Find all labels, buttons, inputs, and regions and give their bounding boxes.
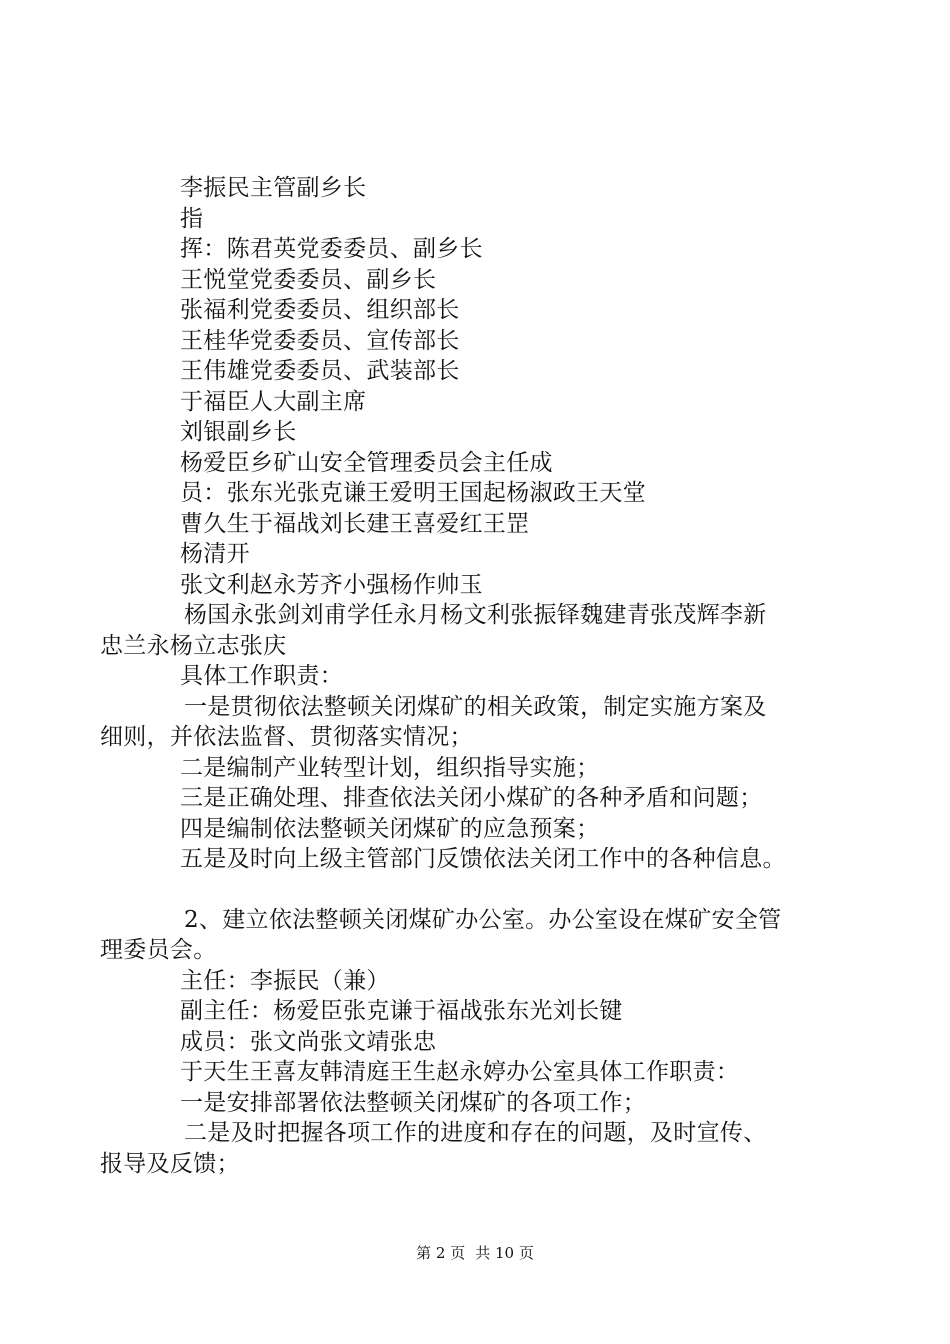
text-line: 细则，并依法监督、贯彻落实情况； (100, 724, 473, 750)
text-line: 三是正确处理、排查依法关闭小煤矿的各种矛盾和问题； (180, 785, 763, 811)
text-line: 五是及时向上级主管部门反馈依法关闭工作中的各种信息。 (180, 846, 786, 872)
text-line: 杨清开 (180, 541, 250, 567)
text-line: 一是安排部署依法整顿关闭煤矿的各项工作； (180, 1089, 646, 1116)
text-line: 刘银副乡长 (180, 419, 297, 445)
document-body (100, 173, 840, 1179)
text-line: 杨国永张剑刘甫学任永月杨文利张振铎魏建青张茂辉李新 (184, 602, 767, 628)
text-line: 四是编制依法整顿关闭煤矿的应急预案； (180, 815, 600, 842)
page-total: 共 10 页 (475, 1244, 534, 1262)
text-line: 于福臣人大副主席 (180, 388, 367, 415)
text-line: 王悦堂党委委员、副乡长 (180, 266, 437, 293)
text-line: 于天生王喜友韩清庭王生赵永婷办公室具体工作职责： (180, 1059, 740, 1085)
text-line: 张福利党委委员、组织部长 (180, 297, 460, 323)
text-line: 报导及反馈； (100, 1150, 240, 1177)
text-line: 杨爱臣乡矿山安全管理委员会主任成 (180, 449, 553, 476)
page-footer (0, 1243, 950, 1263)
text-line: 具体工作职责： (180, 663, 344, 689)
text-line: 二是编制产业转型计划，组织指导实施； (180, 754, 600, 781)
text-line: 指 (180, 205, 204, 232)
text-line: 理委员会。 (100, 937, 217, 963)
text-line: 张文利赵永芳齐小强杨作帅玉 (180, 571, 483, 598)
section-heading: 2、建立依法整顿关闭煤矿办公室。办公室设在煤矿安全管 (184, 906, 782, 933)
text-line: 一是贯彻依法整顿关闭煤矿的相关政策，制定实施方案及 (184, 693, 767, 720)
text-line: 王伟雄党委委员、武装部长 (180, 358, 460, 384)
text-line: 曹久生于福战刘长建王喜爱红王罡 (180, 510, 530, 537)
text-line: 二是及时把握各项工作的进度和存在的问题，及时宣传、 (184, 1120, 767, 1146)
paragraph-gap (140, 875, 840, 905)
text-line: 副主任：杨爱臣张克谦于福战张东光刘长键 (180, 998, 623, 1024)
text-line: 挥：陈君英党委委员、副乡长 (180, 236, 483, 262)
page-number: 第 2 页 (416, 1244, 466, 1262)
text-line: 李振民主管副乡长 (180, 175, 367, 201)
text-line: 王桂华党委委员、宣传部长 (180, 327, 460, 354)
text-line: 主任：李振民（兼） (180, 967, 390, 994)
text-line: 员：张东光张克谦王爱明王国起杨淑政王天堂 (180, 480, 646, 506)
text-line: 忠兰永杨立志张庆 (100, 632, 287, 659)
text-line: 成员：张文尚张文靖张忠 (180, 1028, 437, 1055)
